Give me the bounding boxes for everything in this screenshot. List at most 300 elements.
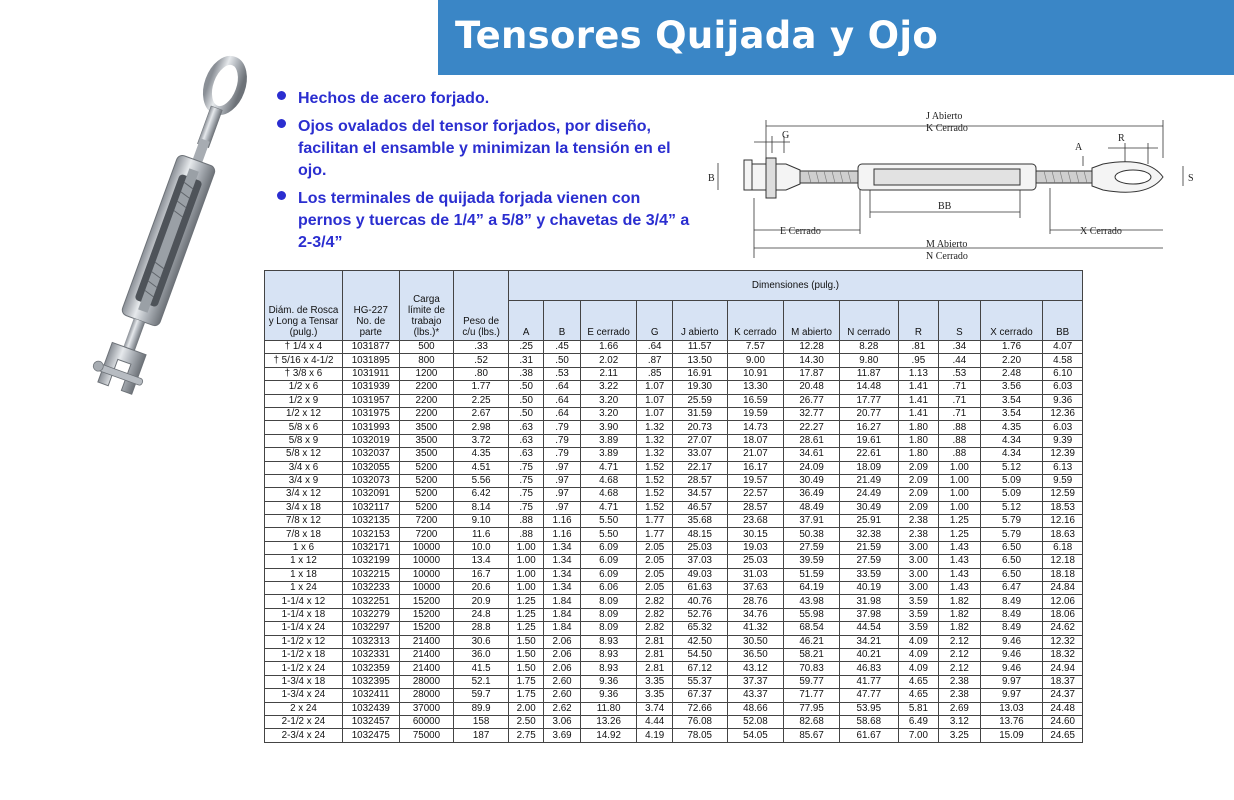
table-cell: 3/4 x 6 bbox=[265, 461, 343, 474]
table-cell: 51.59 bbox=[784, 568, 840, 581]
table-cell: 3.35 bbox=[637, 689, 672, 702]
table-cell: 3.22 bbox=[580, 381, 637, 394]
table-cell: .64 bbox=[544, 407, 580, 420]
table-cell: 18.63 bbox=[1043, 528, 1083, 541]
table-cell: 7200 bbox=[399, 515, 454, 528]
table-cell: 71.77 bbox=[784, 689, 840, 702]
table-cell: 24.60 bbox=[1043, 715, 1083, 728]
label-k: K Cerrado bbox=[926, 123, 968, 134]
label-bb: BB bbox=[938, 201, 952, 212]
table-cell: 2.81 bbox=[637, 635, 672, 648]
table-cell: 26.77 bbox=[784, 394, 840, 407]
table-cell: .75 bbox=[508, 501, 543, 514]
table-cell: .85 bbox=[637, 367, 672, 380]
table-cell: 12.06 bbox=[1043, 595, 1083, 608]
table-cell: 8.49 bbox=[980, 622, 1043, 635]
table-cell: 46.57 bbox=[672, 501, 727, 514]
table-cell: 6.50 bbox=[980, 541, 1043, 554]
table-cell: 41.5 bbox=[454, 662, 509, 675]
table-row bbox=[265, 595, 1083, 608]
table-cell: 70.83 bbox=[784, 662, 840, 675]
table-cell: 1-3/4 x 24 bbox=[265, 689, 343, 702]
table-cell: 25.91 bbox=[839, 515, 898, 528]
table-cell: 9.59 bbox=[1043, 474, 1083, 487]
table-cell: 3.74 bbox=[637, 702, 672, 715]
table-cell: 1031877 bbox=[342, 341, 399, 354]
header-hg: HG-227 No. de parte bbox=[342, 271, 399, 341]
table-cell: 1.07 bbox=[637, 381, 672, 394]
table-cell: 8.09 bbox=[580, 608, 637, 621]
table-cell: 3500 bbox=[399, 421, 454, 434]
table-cell: 3.90 bbox=[580, 421, 637, 434]
table-cell: 3.72 bbox=[454, 434, 509, 447]
table-row bbox=[265, 729, 1083, 742]
table-cell: 3.56 bbox=[980, 381, 1043, 394]
header-col: R bbox=[898, 301, 938, 341]
table-cell: .50 bbox=[508, 407, 543, 420]
table-cell: 24.48 bbox=[1043, 702, 1083, 715]
table-cell: 16.27 bbox=[839, 421, 898, 434]
table-row bbox=[265, 635, 1083, 648]
table-cell: 1-3/4 x 18 bbox=[265, 675, 343, 688]
table-cell: 13.26 bbox=[580, 715, 637, 728]
table-cell: 2.75 bbox=[508, 729, 543, 742]
table-cell: 67.12 bbox=[672, 662, 727, 675]
table-cell: 1.34 bbox=[544, 541, 580, 554]
table-cell: 1032233 bbox=[342, 582, 399, 595]
table-row bbox=[265, 702, 1083, 715]
table-cell: 1.41 bbox=[898, 381, 938, 394]
table-cell: 1.00 bbox=[508, 541, 543, 554]
table-cell: 12.39 bbox=[1043, 448, 1083, 461]
table-cell: 4.68 bbox=[580, 474, 637, 487]
table-row bbox=[265, 488, 1083, 501]
table-cell: 1.34 bbox=[544, 568, 580, 581]
table-cell: 23.68 bbox=[727, 515, 784, 528]
table-cell: 5200 bbox=[399, 461, 454, 474]
table-cell: 3.00 bbox=[898, 582, 938, 595]
table-cell: 34.61 bbox=[784, 448, 840, 461]
table-cell: 44.54 bbox=[839, 622, 898, 635]
table-cell: .95 bbox=[898, 354, 938, 367]
table-cell: 76.08 bbox=[672, 715, 727, 728]
table-cell: 65.32 bbox=[672, 622, 727, 635]
table-cell: 2-1/2 x 24 bbox=[265, 715, 343, 728]
table-cell: .71 bbox=[939, 394, 981, 407]
table-cell: 1/2 x 12 bbox=[265, 407, 343, 420]
header-peso: Peso de c/u (lbs.) bbox=[454, 271, 509, 341]
table-cell: .88 bbox=[508, 528, 543, 541]
table-cell: 5/8 x 9 bbox=[265, 434, 343, 447]
table-cell: 2.06 bbox=[544, 662, 580, 675]
table-cell: 8.28 bbox=[839, 341, 898, 354]
table-cell: 1.52 bbox=[637, 474, 672, 487]
table-cell: 46.21 bbox=[784, 635, 840, 648]
feature-text: Ojos ovalados del tensor forjados, por diseño, facilitan el ensamble y minimizan la tensión en el ojo. bbox=[298, 118, 671, 179]
table-cell: 4.19 bbox=[637, 729, 672, 742]
table-cell: 1.82 bbox=[939, 608, 981, 621]
table-cell: 30.50 bbox=[727, 635, 784, 648]
table-cell: 1.75 bbox=[508, 675, 543, 688]
table-cell: 3.54 bbox=[980, 407, 1043, 420]
feature-list bbox=[275, 88, 695, 260]
label-x: X Cerrado bbox=[1080, 226, 1122, 237]
table-row bbox=[265, 555, 1083, 568]
table-cell: 1032457 bbox=[342, 715, 399, 728]
table-cell: 3.69 bbox=[544, 729, 580, 742]
turnbuckle-product-image bbox=[40, 40, 270, 410]
label-b: B bbox=[708, 173, 715, 184]
table-row bbox=[265, 568, 1083, 581]
table-cell: 13.76 bbox=[980, 715, 1043, 728]
table-cell: 17.77 bbox=[839, 394, 898, 407]
table-cell: 1032215 bbox=[342, 568, 399, 581]
table-cell: .71 bbox=[939, 381, 981, 394]
table-cell: .79 bbox=[544, 434, 580, 447]
table-cell: 27.59 bbox=[784, 541, 840, 554]
table-cell: 2200 bbox=[399, 381, 454, 394]
table-cell: 6.47 bbox=[980, 582, 1043, 595]
table-cell: .88 bbox=[939, 434, 981, 447]
table-cell: 2.60 bbox=[544, 675, 580, 688]
table-cell: 22.61 bbox=[839, 448, 898, 461]
label-g: G bbox=[782, 130, 790, 141]
table-cell: 1.80 bbox=[898, 421, 938, 434]
table-cell: 37.37 bbox=[727, 675, 784, 688]
table-cell: 1.00 bbox=[939, 474, 981, 487]
table-cell: 21400 bbox=[399, 635, 454, 648]
table-cell: 9.10 bbox=[454, 515, 509, 528]
table-cell: .25 bbox=[508, 341, 543, 354]
table-cell: .38 bbox=[508, 367, 543, 380]
table-cell: 27.59 bbox=[839, 555, 898, 568]
table-cell: 2.82 bbox=[637, 622, 672, 635]
table-cell: 9.46 bbox=[980, 635, 1043, 648]
table-cell: 1.00 bbox=[508, 568, 543, 581]
table-cell: 24.09 bbox=[784, 461, 840, 474]
table-cell: 1.75 bbox=[508, 689, 543, 702]
table-cell: 3/4 x 9 bbox=[265, 474, 343, 487]
table-cell: 2.00 bbox=[508, 702, 543, 715]
table-cell: 37.91 bbox=[784, 515, 840, 528]
table-cell: .87 bbox=[637, 354, 672, 367]
table-cell: 59.7 bbox=[454, 689, 509, 702]
table-cell: 28.61 bbox=[784, 434, 840, 447]
table-cell: .63 bbox=[508, 421, 543, 434]
table-row bbox=[265, 421, 1083, 434]
table-cell: 12.59 bbox=[1043, 488, 1083, 501]
table-cell: 30.15 bbox=[727, 528, 784, 541]
table-cell: 2.05 bbox=[637, 582, 672, 595]
table-cell: 2.11 bbox=[580, 367, 637, 380]
table-cell: 3.06 bbox=[544, 715, 580, 728]
table-cell: 1.52 bbox=[637, 488, 672, 501]
table-cell: 5.79 bbox=[980, 515, 1043, 528]
table-cell: 9.80 bbox=[839, 354, 898, 367]
table-cell: 10.91 bbox=[727, 367, 784, 380]
table-row bbox=[265, 648, 1083, 661]
table-cell: 2.12 bbox=[939, 662, 981, 675]
feature-item bbox=[275, 88, 695, 110]
table-cell: 82.68 bbox=[784, 715, 840, 728]
table-cell: .88 bbox=[939, 448, 981, 461]
table-cell: 1.77 bbox=[637, 515, 672, 528]
table-cell: 4.34 bbox=[980, 434, 1043, 447]
table-cell: 6.10 bbox=[1043, 367, 1083, 380]
table-cell: 1032251 bbox=[342, 595, 399, 608]
table-row bbox=[265, 608, 1083, 621]
title-banner bbox=[438, 0, 1234, 75]
table-cell: 14.30 bbox=[784, 354, 840, 367]
label-e: E Cerrado bbox=[780, 226, 821, 237]
table-cell: 2.82 bbox=[637, 595, 672, 608]
table-cell: 1.43 bbox=[939, 541, 981, 554]
table-cell: .53 bbox=[939, 367, 981, 380]
table-cell: .44 bbox=[939, 354, 981, 367]
table-cell: 21.07 bbox=[727, 448, 784, 461]
table-cell: .79 bbox=[544, 421, 580, 434]
table-cell: 30.49 bbox=[839, 501, 898, 514]
table-cell: 3.35 bbox=[637, 675, 672, 688]
table-cell: 6.06 bbox=[580, 582, 637, 595]
table-cell: .88 bbox=[508, 515, 543, 528]
table-cell: 28000 bbox=[399, 689, 454, 702]
table-cell: 1 x 18 bbox=[265, 568, 343, 581]
table-cell: 1.25 bbox=[508, 595, 543, 608]
table-cell: 1.32 bbox=[637, 434, 672, 447]
table-cell: 6.50 bbox=[980, 568, 1043, 581]
table-cell: 6.50 bbox=[980, 555, 1043, 568]
table-row bbox=[265, 461, 1083, 474]
table-cell: 1031911 bbox=[342, 367, 399, 380]
table-cell: 18.07 bbox=[727, 434, 784, 447]
table-cell: 5.09 bbox=[980, 474, 1043, 487]
table-cell: 2.09 bbox=[898, 461, 938, 474]
table-cell: 39.59 bbox=[784, 555, 840, 568]
table-cell: 4.09 bbox=[898, 648, 938, 661]
table-cell: 4.65 bbox=[898, 675, 938, 688]
table-cell: 1031895 bbox=[342, 354, 399, 367]
table-cell: 52.76 bbox=[672, 608, 727, 621]
table-cell: 1031975 bbox=[342, 407, 399, 420]
table-cell: 43.37 bbox=[727, 689, 784, 702]
table-cell: .71 bbox=[939, 407, 981, 420]
table-cell: 11.87 bbox=[839, 367, 898, 380]
table-cell: 1-1/2 x 24 bbox=[265, 662, 343, 675]
table-cell: 36.49 bbox=[784, 488, 840, 501]
table-cell: 1.25 bbox=[508, 608, 543, 621]
table-cell: 1.84 bbox=[544, 622, 580, 635]
table-cell: 10000 bbox=[399, 541, 454, 554]
table-cell: 48.66 bbox=[727, 702, 784, 715]
table-cell: .34 bbox=[939, 341, 981, 354]
table-cell: 2.98 bbox=[454, 421, 509, 434]
table-cell: 1.50 bbox=[508, 662, 543, 675]
table-cell: 2.38 bbox=[939, 689, 981, 702]
table-cell: 4.34 bbox=[980, 448, 1043, 461]
table-cell: 500 bbox=[399, 341, 454, 354]
table-cell: 19.30 bbox=[672, 381, 727, 394]
table-cell: 1 x 24 bbox=[265, 582, 343, 595]
table-cell: 8.93 bbox=[580, 662, 637, 675]
table-cell: .88 bbox=[939, 421, 981, 434]
table-cell: 13.4 bbox=[454, 555, 509, 568]
table-cell: 28.8 bbox=[454, 622, 509, 635]
table-cell: 20.77 bbox=[839, 407, 898, 420]
table-cell: 1031939 bbox=[342, 381, 399, 394]
table-cell: 54.05 bbox=[727, 729, 784, 742]
table-cell: 5200 bbox=[399, 488, 454, 501]
table-row bbox=[265, 715, 1083, 728]
table-cell: 40.19 bbox=[839, 582, 898, 595]
table-cell: 2.06 bbox=[544, 635, 580, 648]
table-cell: 2.25 bbox=[454, 394, 509, 407]
table-cell: 3.89 bbox=[580, 448, 637, 461]
table-cell: 7200 bbox=[399, 528, 454, 541]
table-cell: 17.87 bbox=[784, 367, 840, 380]
table-cell: 48.15 bbox=[672, 528, 727, 541]
table-cell: .31 bbox=[508, 354, 543, 367]
table-cell: 2.60 bbox=[544, 689, 580, 702]
table-row bbox=[265, 448, 1083, 461]
table-cell: 28.57 bbox=[727, 501, 784, 514]
feature-item bbox=[275, 116, 695, 182]
table-cell: 1032331 bbox=[342, 648, 399, 661]
table-cell: 6.49 bbox=[898, 715, 938, 728]
table-cell: 31.03 bbox=[727, 568, 784, 581]
table-cell: .53 bbox=[544, 367, 580, 380]
table-cell: 5200 bbox=[399, 501, 454, 514]
table-cell: 28.76 bbox=[727, 595, 784, 608]
table-cell: 10.0 bbox=[454, 541, 509, 554]
table-cell: 9.39 bbox=[1043, 434, 1083, 447]
table-cell: .52 bbox=[454, 354, 509, 367]
table-cell: 3.59 bbox=[898, 622, 938, 635]
table-cell: 24.62 bbox=[1043, 622, 1083, 635]
table-cell: 1.50 bbox=[508, 648, 543, 661]
table-cell: 58.21 bbox=[784, 648, 840, 661]
table-cell: .97 bbox=[544, 474, 580, 487]
table-cell: 8.09 bbox=[580, 622, 637, 635]
table-cell: 9.46 bbox=[980, 648, 1043, 661]
table-cell: 18.53 bbox=[1043, 501, 1083, 514]
table-cell: 1.13 bbox=[898, 367, 938, 380]
specs-table bbox=[264, 270, 1083, 743]
table-cell: 12.32 bbox=[1043, 635, 1083, 648]
table-cell: .50 bbox=[508, 394, 543, 407]
table-cell: 1.25 bbox=[508, 622, 543, 635]
table-cell: 41.77 bbox=[839, 675, 898, 688]
table-cell: 2.50 bbox=[508, 715, 543, 728]
table-cell: 1032359 bbox=[342, 662, 399, 675]
table-cell: 3/4 x 18 bbox=[265, 501, 343, 514]
table-cell: 55.37 bbox=[672, 675, 727, 688]
table-cell: .97 bbox=[544, 501, 580, 514]
table-cell: 43.12 bbox=[727, 662, 784, 675]
table-cell: 1-1/4 x 12 bbox=[265, 595, 343, 608]
table-cell: 9.97 bbox=[980, 689, 1043, 702]
table-cell: 15200 bbox=[399, 595, 454, 608]
table-cell: 158 bbox=[454, 715, 509, 728]
table-cell: 2.20 bbox=[980, 354, 1043, 367]
table-cell: 2.69 bbox=[939, 702, 981, 715]
table-cell: .79 bbox=[544, 448, 580, 461]
table-cell: 2 x 24 bbox=[265, 702, 343, 715]
table-cell: 7.57 bbox=[727, 341, 784, 354]
table-cell: 1032135 bbox=[342, 515, 399, 528]
table-cell: 1.66 bbox=[580, 341, 637, 354]
header-col: K cerrado bbox=[727, 301, 784, 341]
table-cell: 37.63 bbox=[727, 582, 784, 595]
table-cell: 1 x 6 bbox=[265, 541, 343, 554]
table-cell: 1 x 12 bbox=[265, 555, 343, 568]
table-cell: 9.97 bbox=[980, 675, 1043, 688]
table-cell: 1.00 bbox=[939, 501, 981, 514]
table-cell: 7.00 bbox=[898, 729, 938, 742]
table-cell: 24.94 bbox=[1043, 662, 1083, 675]
table-cell: 77.95 bbox=[784, 702, 840, 715]
table-cell: 15.09 bbox=[980, 729, 1043, 742]
table-cell: 1032395 bbox=[342, 675, 399, 688]
table-cell: 64.19 bbox=[784, 582, 840, 595]
header-col: G bbox=[637, 301, 672, 341]
table-cell: 16.17 bbox=[727, 461, 784, 474]
table-cell: 58.68 bbox=[839, 715, 898, 728]
table-cell: 20.9 bbox=[454, 595, 509, 608]
table-cell: 14.92 bbox=[580, 729, 637, 742]
table-cell: 24.84 bbox=[1043, 582, 1083, 595]
table-cell: 36.50 bbox=[727, 648, 784, 661]
table-cell: 21400 bbox=[399, 662, 454, 675]
table-cell: 4.65 bbox=[898, 689, 938, 702]
table-cell: 1.34 bbox=[544, 555, 580, 568]
table-cell: 1.25 bbox=[939, 528, 981, 541]
table-cell: 28000 bbox=[399, 675, 454, 688]
table-cell: 2.67 bbox=[454, 407, 509, 420]
table-cell: 4.71 bbox=[580, 461, 637, 474]
feature-text: Hechos de acero forjado. bbox=[298, 90, 490, 107]
table-cell: 2.06 bbox=[544, 648, 580, 661]
table-cell: 8.49 bbox=[980, 595, 1043, 608]
table-cell: 37.98 bbox=[839, 608, 898, 621]
table-cell: .50 bbox=[544, 354, 580, 367]
table-cell: 10000 bbox=[399, 555, 454, 568]
table-row bbox=[265, 541, 1083, 554]
table-cell: 7/8 x 18 bbox=[265, 528, 343, 541]
table-cell: 1031957 bbox=[342, 394, 399, 407]
table-cell: 1-1/4 x 24 bbox=[265, 622, 343, 635]
table-cell: 8.93 bbox=[580, 635, 637, 648]
table-cell: 1-1/2 x 12 bbox=[265, 635, 343, 648]
header-col: BB bbox=[1043, 301, 1083, 341]
table-cell: 1.43 bbox=[939, 555, 981, 568]
table-row bbox=[265, 528, 1083, 541]
table-cell: 18.37 bbox=[1043, 675, 1083, 688]
table-cell: 9.36 bbox=[1043, 394, 1083, 407]
table-cell: 1.32 bbox=[637, 448, 672, 461]
table-cell: 52.08 bbox=[727, 715, 784, 728]
table-cell: 36.0 bbox=[454, 648, 509, 661]
table-cell: 10000 bbox=[399, 582, 454, 595]
table-cell: 1.41 bbox=[898, 407, 938, 420]
table-cell: .64 bbox=[637, 341, 672, 354]
table-cell: 27.07 bbox=[672, 434, 727, 447]
table-cell: 37000 bbox=[399, 702, 454, 715]
table-cell: 2.02 bbox=[580, 354, 637, 367]
table-cell: 1032411 bbox=[342, 689, 399, 702]
table-cell: 9.00 bbox=[727, 354, 784, 367]
table-cell: 1.32 bbox=[637, 421, 672, 434]
